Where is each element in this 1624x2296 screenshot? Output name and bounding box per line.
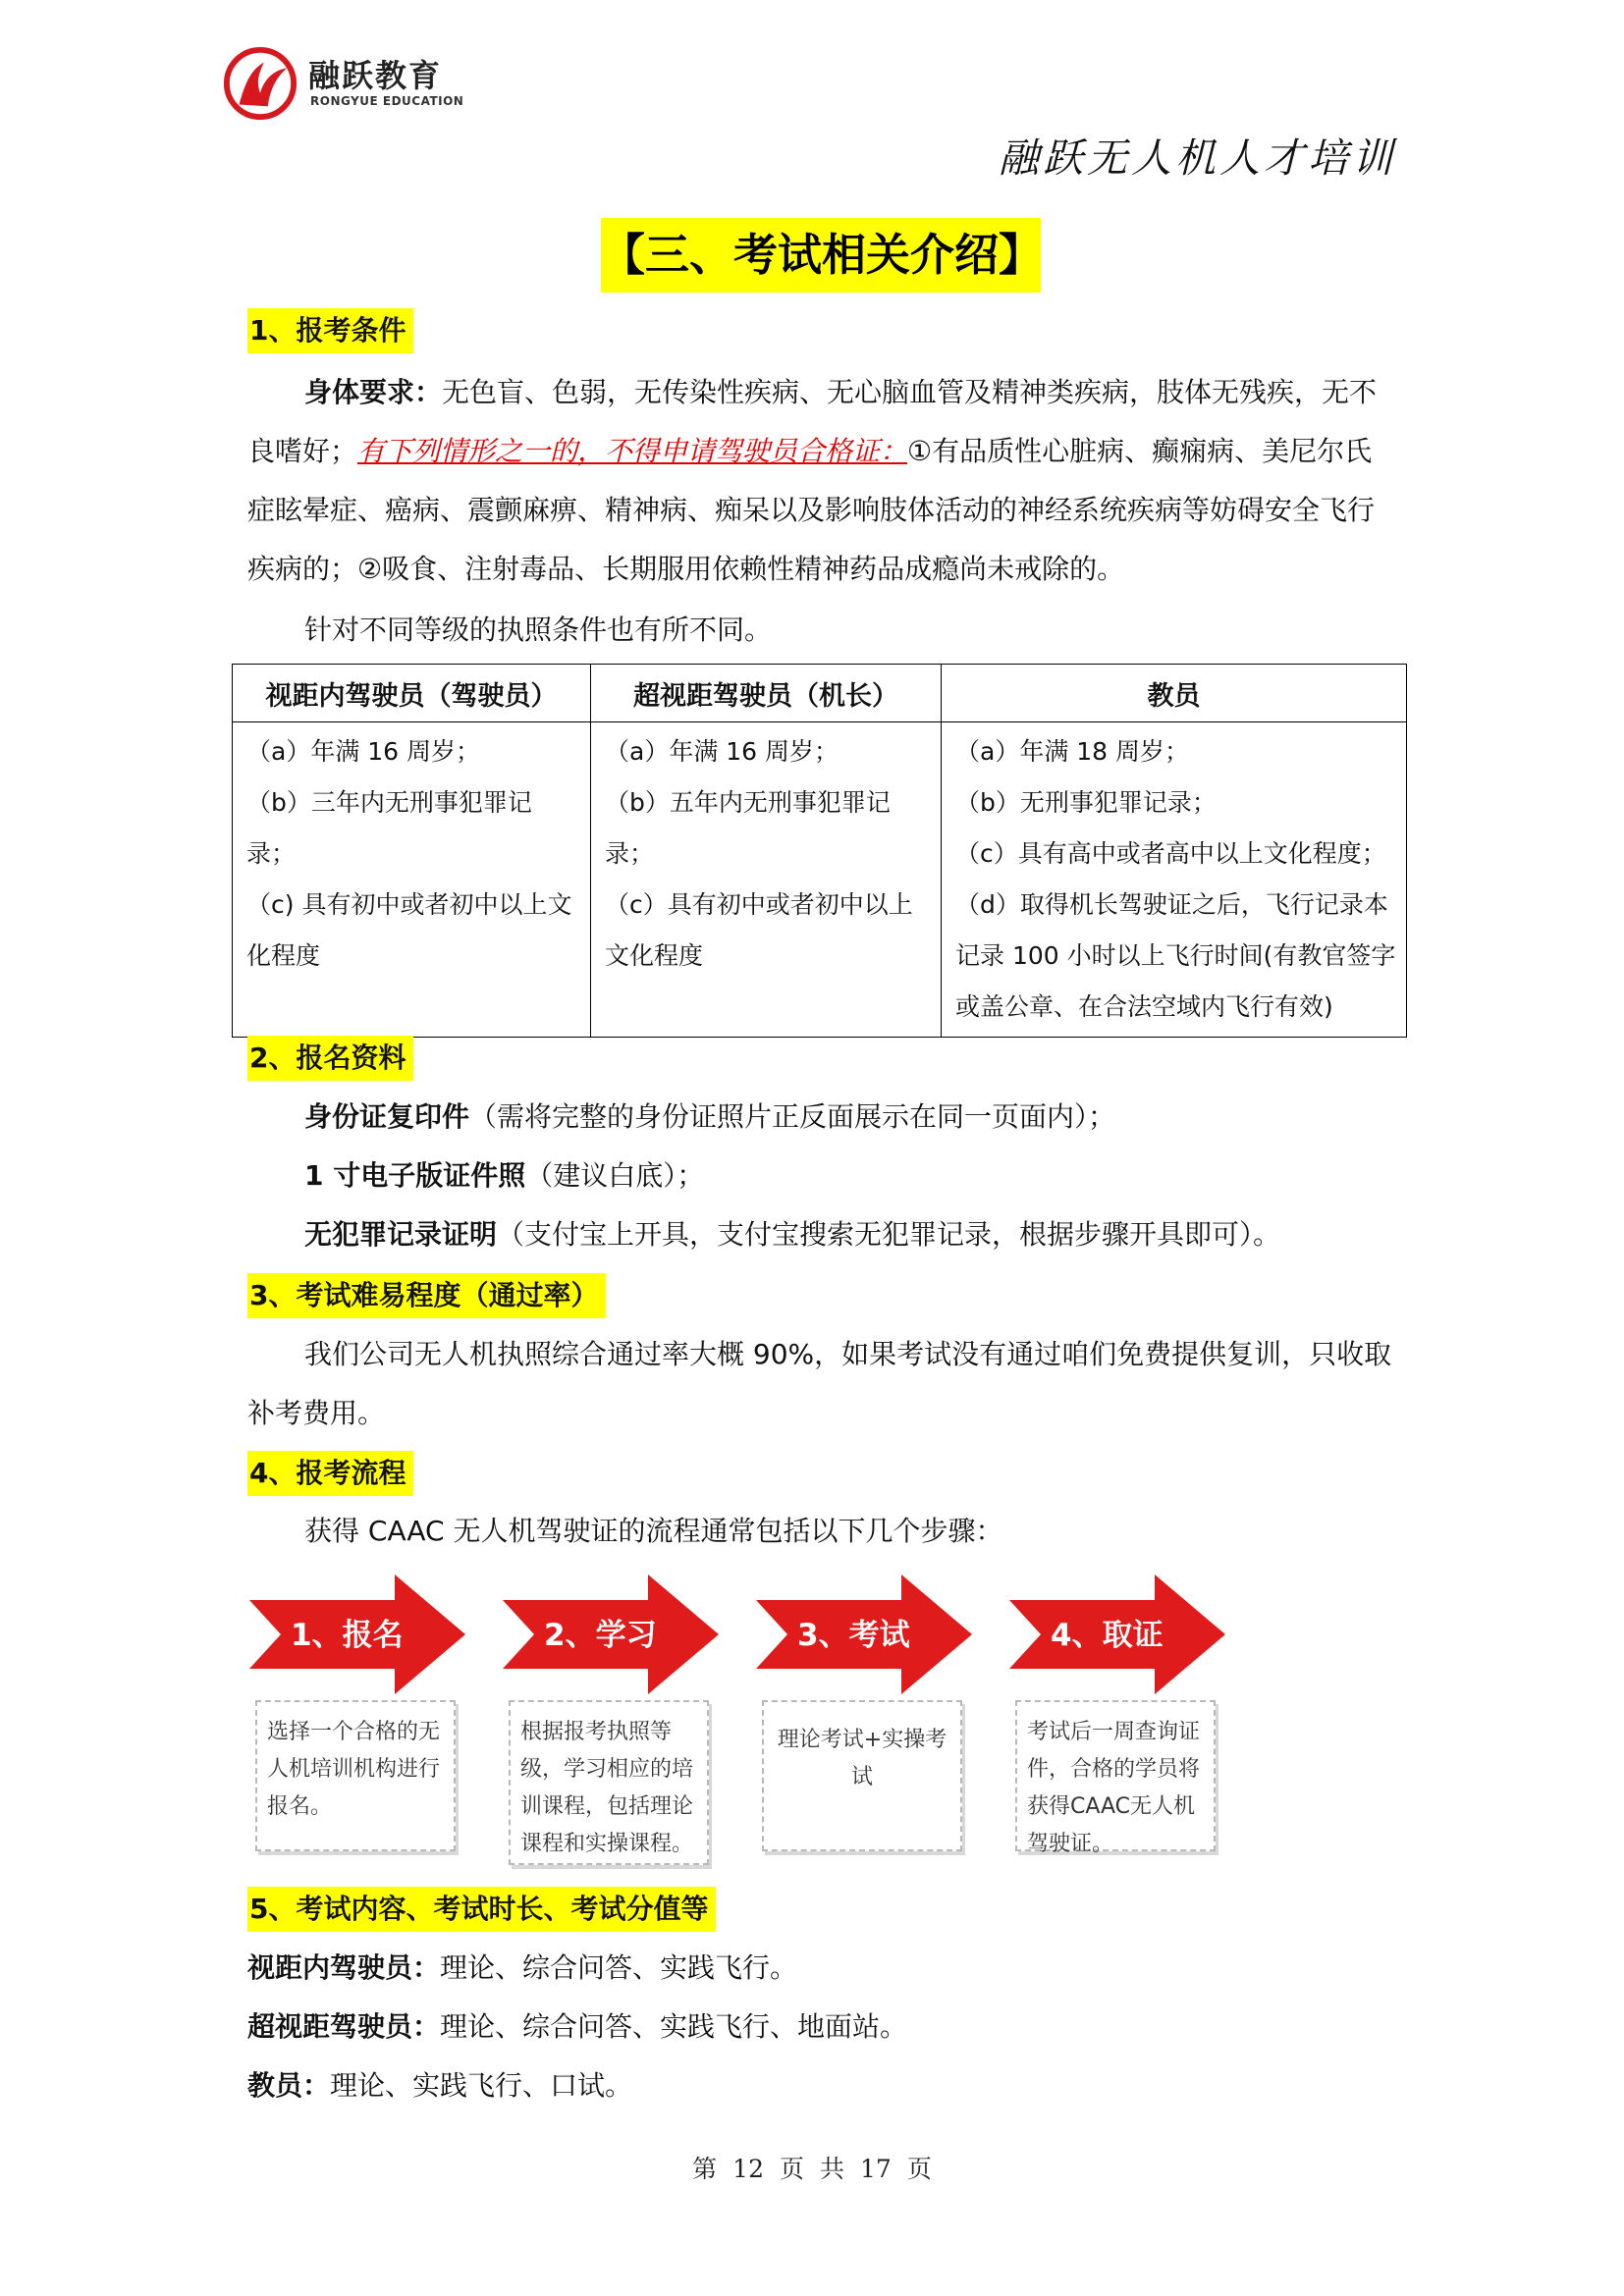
- material-label: 无犯罪记录证明: [304, 1218, 498, 1251]
- table-header-row: [233, 665, 1407, 722]
- process-step-study: [501, 1571, 723, 1865]
- step-description: 根据报考执照等级，学习相应的培训课程，包括理论课程和实操课程。: [509, 1700, 709, 1865]
- list-item: （b）无刑事犯罪记录；: [955, 788, 1217, 817]
- exam-content-instructor: [247, 2056, 632, 2115]
- list-item: （a）年满 16 周岁；: [605, 737, 839, 766]
- table-header-cell: 视距内驾驶员（驾驶员）: [233, 665, 591, 722]
- page-suffix: 页: [906, 2155, 932, 2183]
- section-heading-5: 5、考试内容、考试时长、考试分值等: [247, 1887, 716, 1932]
- table-header-cell: 超视距驾驶员（机长）: [591, 665, 942, 722]
- logo-mark-icon: [222, 45, 298, 122]
- page-total-word: 共: [820, 2155, 845, 2183]
- page-total: 17: [860, 2155, 892, 2183]
- exam-content-pilot: [247, 1939, 797, 1998]
- list-item: （d）取得机长驾驶证之后，飞行记录本记录 100 小时以上飞行时间(有教官签字或盖公章、在合法空域内飞行有效): [955, 890, 1396, 1021]
- material-label: 1 寸电子版证件照: [304, 1159, 526, 1192]
- license-requirements-table: [232, 664, 1407, 1038]
- material-photo: [247, 1147, 704, 1205]
- table-header-cell: 教员: [942, 665, 1407, 722]
- list-item: （b）三年内无刑事犯罪记录；: [246, 788, 532, 868]
- process-flow: [247, 1571, 1229, 1875]
- pass-rate-text: 我们公司无人机执照综合通过率大概 90%，如果考试没有通过咱们免费提供复训，只收取补考费用。: [247, 1338, 1392, 1429]
- exam-label: 超视距驾驶员：: [247, 2010, 441, 2043]
- logo: [222, 43, 464, 122]
- list-item: （a）年满 18 周岁；: [955, 737, 1190, 766]
- table-cell-instructor: [942, 722, 1407, 1038]
- logo-name: 融跃教育: [308, 57, 443, 94]
- material-text: （建议白底）；: [525, 1159, 705, 1192]
- step-description: 选择一个合格的无人机培训机构进行报名。: [255, 1700, 456, 1851]
- section-heading-4: 4、报考流程: [247, 1451, 413, 1496]
- list-item: （c) 具有初中或者初中以上文化程度: [246, 890, 572, 970]
- list-item: （c）具有初中或者初中以上文化程度: [605, 890, 913, 970]
- exam-text: 理论、综合问答、实践飞行、地面站。: [440, 2010, 908, 2043]
- material-no-crime: [247, 1205, 1280, 1264]
- logo-subtitle: RONGYUE EDUCATION: [310, 94, 464, 108]
- step-label: 3、考试: [797, 1618, 910, 1653]
- section-heading-3: 3、考试难易程度（通过率）: [247, 1273, 606, 1318]
- table-row: [233, 722, 1407, 1038]
- physical-requirements: [247, 363, 1396, 599]
- header-slogan: 融跃无人机人才培训: [999, 134, 1396, 182]
- list-item: （b）五年内无刑事犯罪记录；: [605, 788, 891, 868]
- exam-label: 教员：: [247, 2069, 331, 2102]
- table-cell-captain: [591, 722, 942, 1038]
- process-step-register: [247, 1571, 469, 1865]
- step-description: 考试后一周查询证件，合格的学员将获得CAAC无人机驾驶证。: [1015, 1700, 1216, 1851]
- step-label: 4、取证: [1051, 1618, 1164, 1653]
- material-id-copy: [247, 1088, 1115, 1147]
- material-label: 身份证复印件: [304, 1100, 470, 1133]
- physical-text: 无色盲、色弱，无传染性疾病、无心脑血管及精神类疾病，肢体无残疾，无不良嗜好；: [247, 376, 1378, 467]
- step-label: 1、报名: [291, 1618, 404, 1653]
- list-item: （c）具有高中或者高中以上文化程度；: [955, 839, 1386, 868]
- page-prefix: 第: [692, 2155, 718, 2183]
- step-description: 理论考试+实操考试: [762, 1700, 962, 1851]
- license-note: 针对不同等级的执照条件也有所不同。: [304, 614, 773, 646]
- process-intro: 获得 CAAC 无人机驾驶证的流程通常包括以下几个步骤：: [304, 1515, 1003, 1547]
- list-item: （a）年满 16 周岁；: [246, 737, 481, 766]
- section-heading-1: 1、报考条件: [247, 308, 413, 353]
- process-step-exam: [754, 1571, 976, 1865]
- disqualify-conditions: ①有品质性心脏病、癫痫病、美尼尔氏症眩晕症、癌病、震颤麻痹、精神病、痴呆以及影响肢体活动的神经系统疾病等妨碍安全飞行疾病的；②吸食、注射毒品、长期服用依赖性精神药品成瘾尚未戒除的。: [247, 435, 1376, 585]
- material-text: （支付宝上开具，支付宝搜索无犯罪记录，根据步骤开具即可）。: [497, 1218, 1281, 1251]
- page-word: 页: [779, 2155, 804, 2183]
- exam-content-captain: [247, 1998, 907, 2056]
- page-current: 12: [732, 2155, 764, 2183]
- step-label: 2、学习: [544, 1618, 657, 1653]
- disqualify-warning: 有下列情形之一的，不得申请驾驶员合格证：: [357, 435, 908, 467]
- process-step-certificate: [1007, 1571, 1229, 1865]
- section-heading-2: 2、报名资料: [247, 1036, 413, 1081]
- exam-text: 理论、综合问答、实践飞行。: [440, 1951, 798, 1984]
- material-text: （需将完整的身份证照片正反面展示在同一页面内）；: [469, 1100, 1116, 1133]
- table-cell-pilot: [233, 722, 591, 1038]
- chapter-title: 【三、考试相关介绍】: [601, 218, 1041, 293]
- page-number: [0, 2150, 1624, 2185]
- physical-label: 身体要求：: [304, 376, 443, 408]
- exam-text: 理论、实践飞行、口试。: [330, 2069, 633, 2102]
- exam-label: 视距内驾驶员：: [247, 1951, 441, 1984]
